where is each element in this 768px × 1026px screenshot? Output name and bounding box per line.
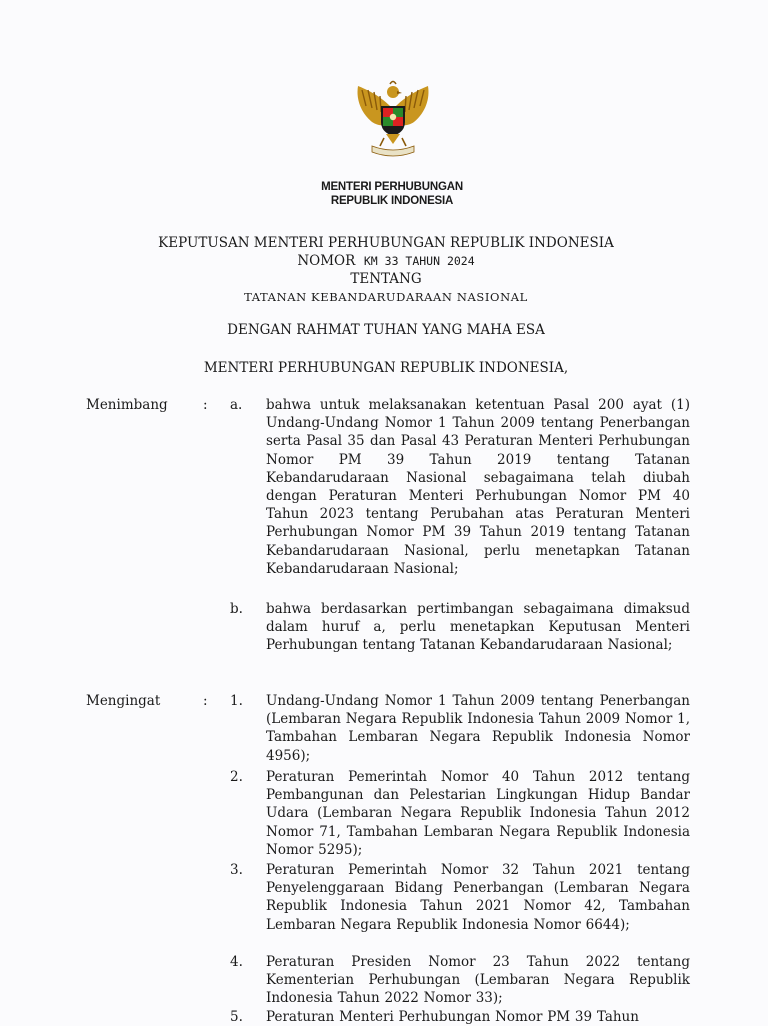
number-value: KM 33 TAHUN 2024 [363,254,475,268]
decree-subject: TATANAN KEBANDARUDARAAN NASIONAL [244,290,528,304]
ministry-line-1: MENTERI PERHUBUNGAN [321,181,463,193]
item-marker: 1. [230,693,243,709]
ministry-header [0,180,768,208]
item-marker: a. [230,397,243,413]
item-marker: 3. [230,862,243,878]
item-text: Undang-Undang Nomor 1 Tahun 2009 tentang Penerbangan (Lembaran Negara Republik Indonesia Tahun 2009 Nomor 1, Tambahan Lembaran Negara Republik Indonesia Nomor 4956); [266,693,690,764]
decree-title [0,234,768,306]
decree-number [0,252,768,270]
menimbang-colon: : [203,397,208,413]
mengingat-label: Mengingat [86,693,161,709]
item-text: bahwa berdasarkan pertimbangan sebagaimana dimaksud dalam huruf a, perlu menetapkan Keputusan Menteri Perhubungan tentang Tatanan Kebandarudaraan Nasional; [266,601,690,654]
decree-about: TENTANG [350,271,422,287]
item-marker: b. [230,601,243,617]
mengingat-colon: : [203,693,208,709]
item-text: Peraturan Presiden Nomor 23 Tahun 2022 tentang Kementerian Perhubungan (Lembaran Negara Republik Indonesia Tahun 2022 Nomor 33); [266,954,690,1007]
item-marker: 4. [230,954,243,970]
menimbang-label: Menimbang [86,397,168,413]
item-text: Peraturan Menteri Perhubungan Nomor PM 39 Tahun [266,1009,639,1025]
decree-title-line: KEPUTUSAN MENTERI PERHUBUNGAN REPUBLIK INDONESIA [158,235,614,251]
ministry-line-2: REPUBLIK INDONESIA [330,195,454,207]
number-label: NOMOR [297,253,356,269]
item-text: Peraturan Pemerintah Nomor 40 Tahun 2012 tentang Pembangunan dan Pelestarian Lingkungan Hidup Bandar Udara (Lembaran Negara Republik Indonesia Tahun 2012 Nomor 71, Tambahan Lembaran Negara Republik Indonesia Nomor 5295); [266,769,690,858]
invocation: DENGAN RAHMAT TUHAN YANG MAHA ESA [227,322,545,338]
item-marker: 5. [230,1009,243,1025]
garuda-emblem-icon [350,76,436,160]
item-text: bahwa untuk melaksanakan ketentuan Pasal 200 ayat (1) Undang-Undang Nomor 1 Tahun 2009 tentang Penerbangan serta Pasal 35 dan Pasal 43 Peraturan Menteri Perhubungan Nomor PM 39 Tahun 2019 tentang Tatanan Kebandarudaraan Nasional sebagaimana telah diubah dengan Peraturan Menteri Perhubungan Nomor PM 40 Tahun 2023 tentang Perubahan atas Peraturan Menteri Perhubungan Nomor PM 39 Tahun 2019 tentang Tatanan Kebandarudaraan Nasional, perlu menetapkan Tatanan Kebandarudaraan Nasional; [266,397,690,577]
item-text: Peraturan Pemerintah Nomor 32 Tahun 2021 tentang Penyelenggaraan Bidang Penerbangan (Lembaran Negara Republik Indonesia Tahun 2021 Nomor 42, Tambahan Lembaran Negara Republik Indonesia Nomor 6644); [266,862,690,933]
minister-line: MENTERI PERHUBUNGAN REPUBLIK INDONESIA, [203,360,569,376]
item-marker: 2. [230,769,243,785]
